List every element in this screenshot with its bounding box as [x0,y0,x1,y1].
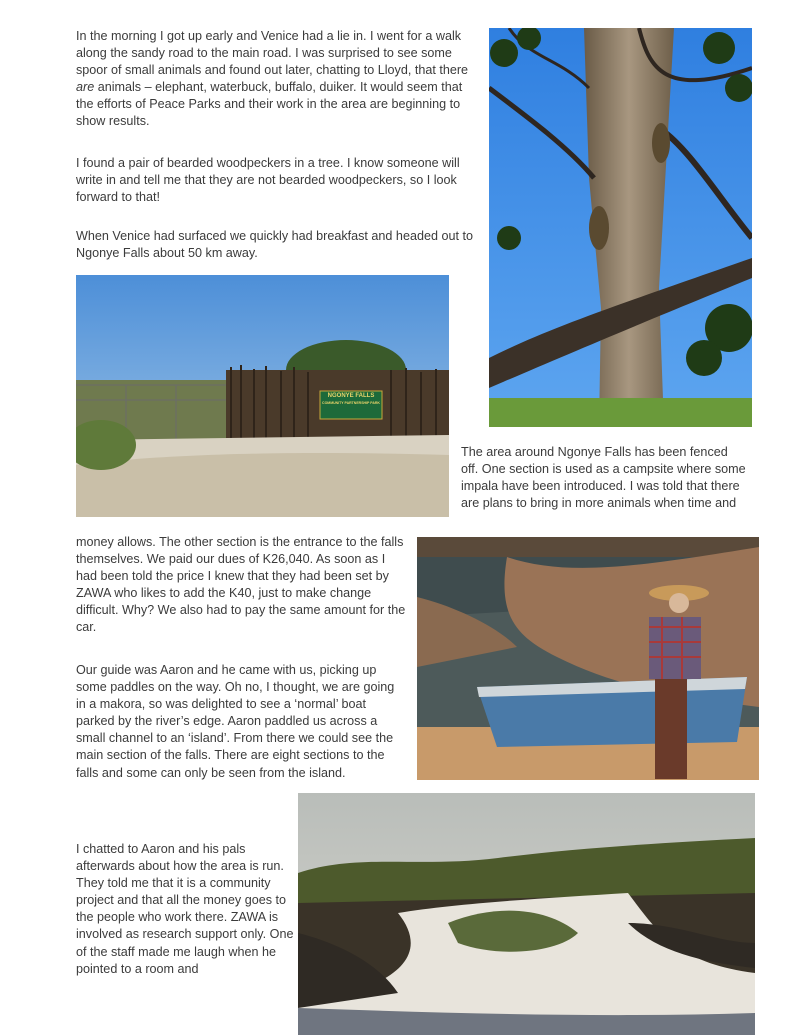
paragraph-morning-walk: In the morning I got up early and Venice had a lie in. I went for a walk along the sandy road to the main road. I was surprised to see some spoor of small animals and found out later, chatting to Lloyd, that there are animals – elephant, waterbuck, buffalo, duiker. It would seem that the efforts of Peace Parks and their work in the area are beginning to show results. [76,29,469,129]
paragraph-guide-aaron: Our guide was Aaron and he came with us, picking up some paddles on the way. Oh no, I thought, we are going in a makora, so was delighted to see a ‘normal’ boat parked by the river’s edge. Aaron paddled us across a small channel to an ‘island’. From there we could see the main section of the falls. There are eight sections to the falls and some can only be seen from the island. [76,663,395,780]
boat-riverbank-photo [417,537,759,780]
falls-entrance-gate-photo [76,275,449,517]
ngonye-falls-photo [298,793,755,1035]
paragraph-breakfast: When Venice had surfaced we quickly had breakfast and headed out to Ngonye Falls about 50 km away. [76,229,473,261]
paragraph-entrance-fees: money allows. The other section is the entrance to the falls themselves. We paid our dues of K26,040. As soon as I had been told the price I knew that they had been set by ZAWA who likes to add the K40, just to make change difficult. Why? We also had to pay the same amount for the car. [76,535,406,635]
gate-sign: NGONYE FALLS COMMUNITY PARTNERSHIP PARK [322,393,380,405]
paragraph-woodpeckers: I found a pair of bearded woodpeckers in a tree. I know someone will write in and tell me that they are not bearded woodpeckers, so I look forward to that! [76,156,460,205]
paragraph-fenced-area: The area around Ngonye Falls has been fenced off. One section is used as a campsite where some impala have been introduced. I was told that there are plans to bring in more animals when time and [461,445,746,511]
woodpecker-tree-photo [489,28,752,427]
paragraph-community-project: I chatted to Aaron and his pals afterwards about how the area is run. They told me that it is a community project and that all the money goes to the people who work there. ZAWA is involved as research support only. One of the staff made me laugh when he pointed to a room and [76,842,294,976]
